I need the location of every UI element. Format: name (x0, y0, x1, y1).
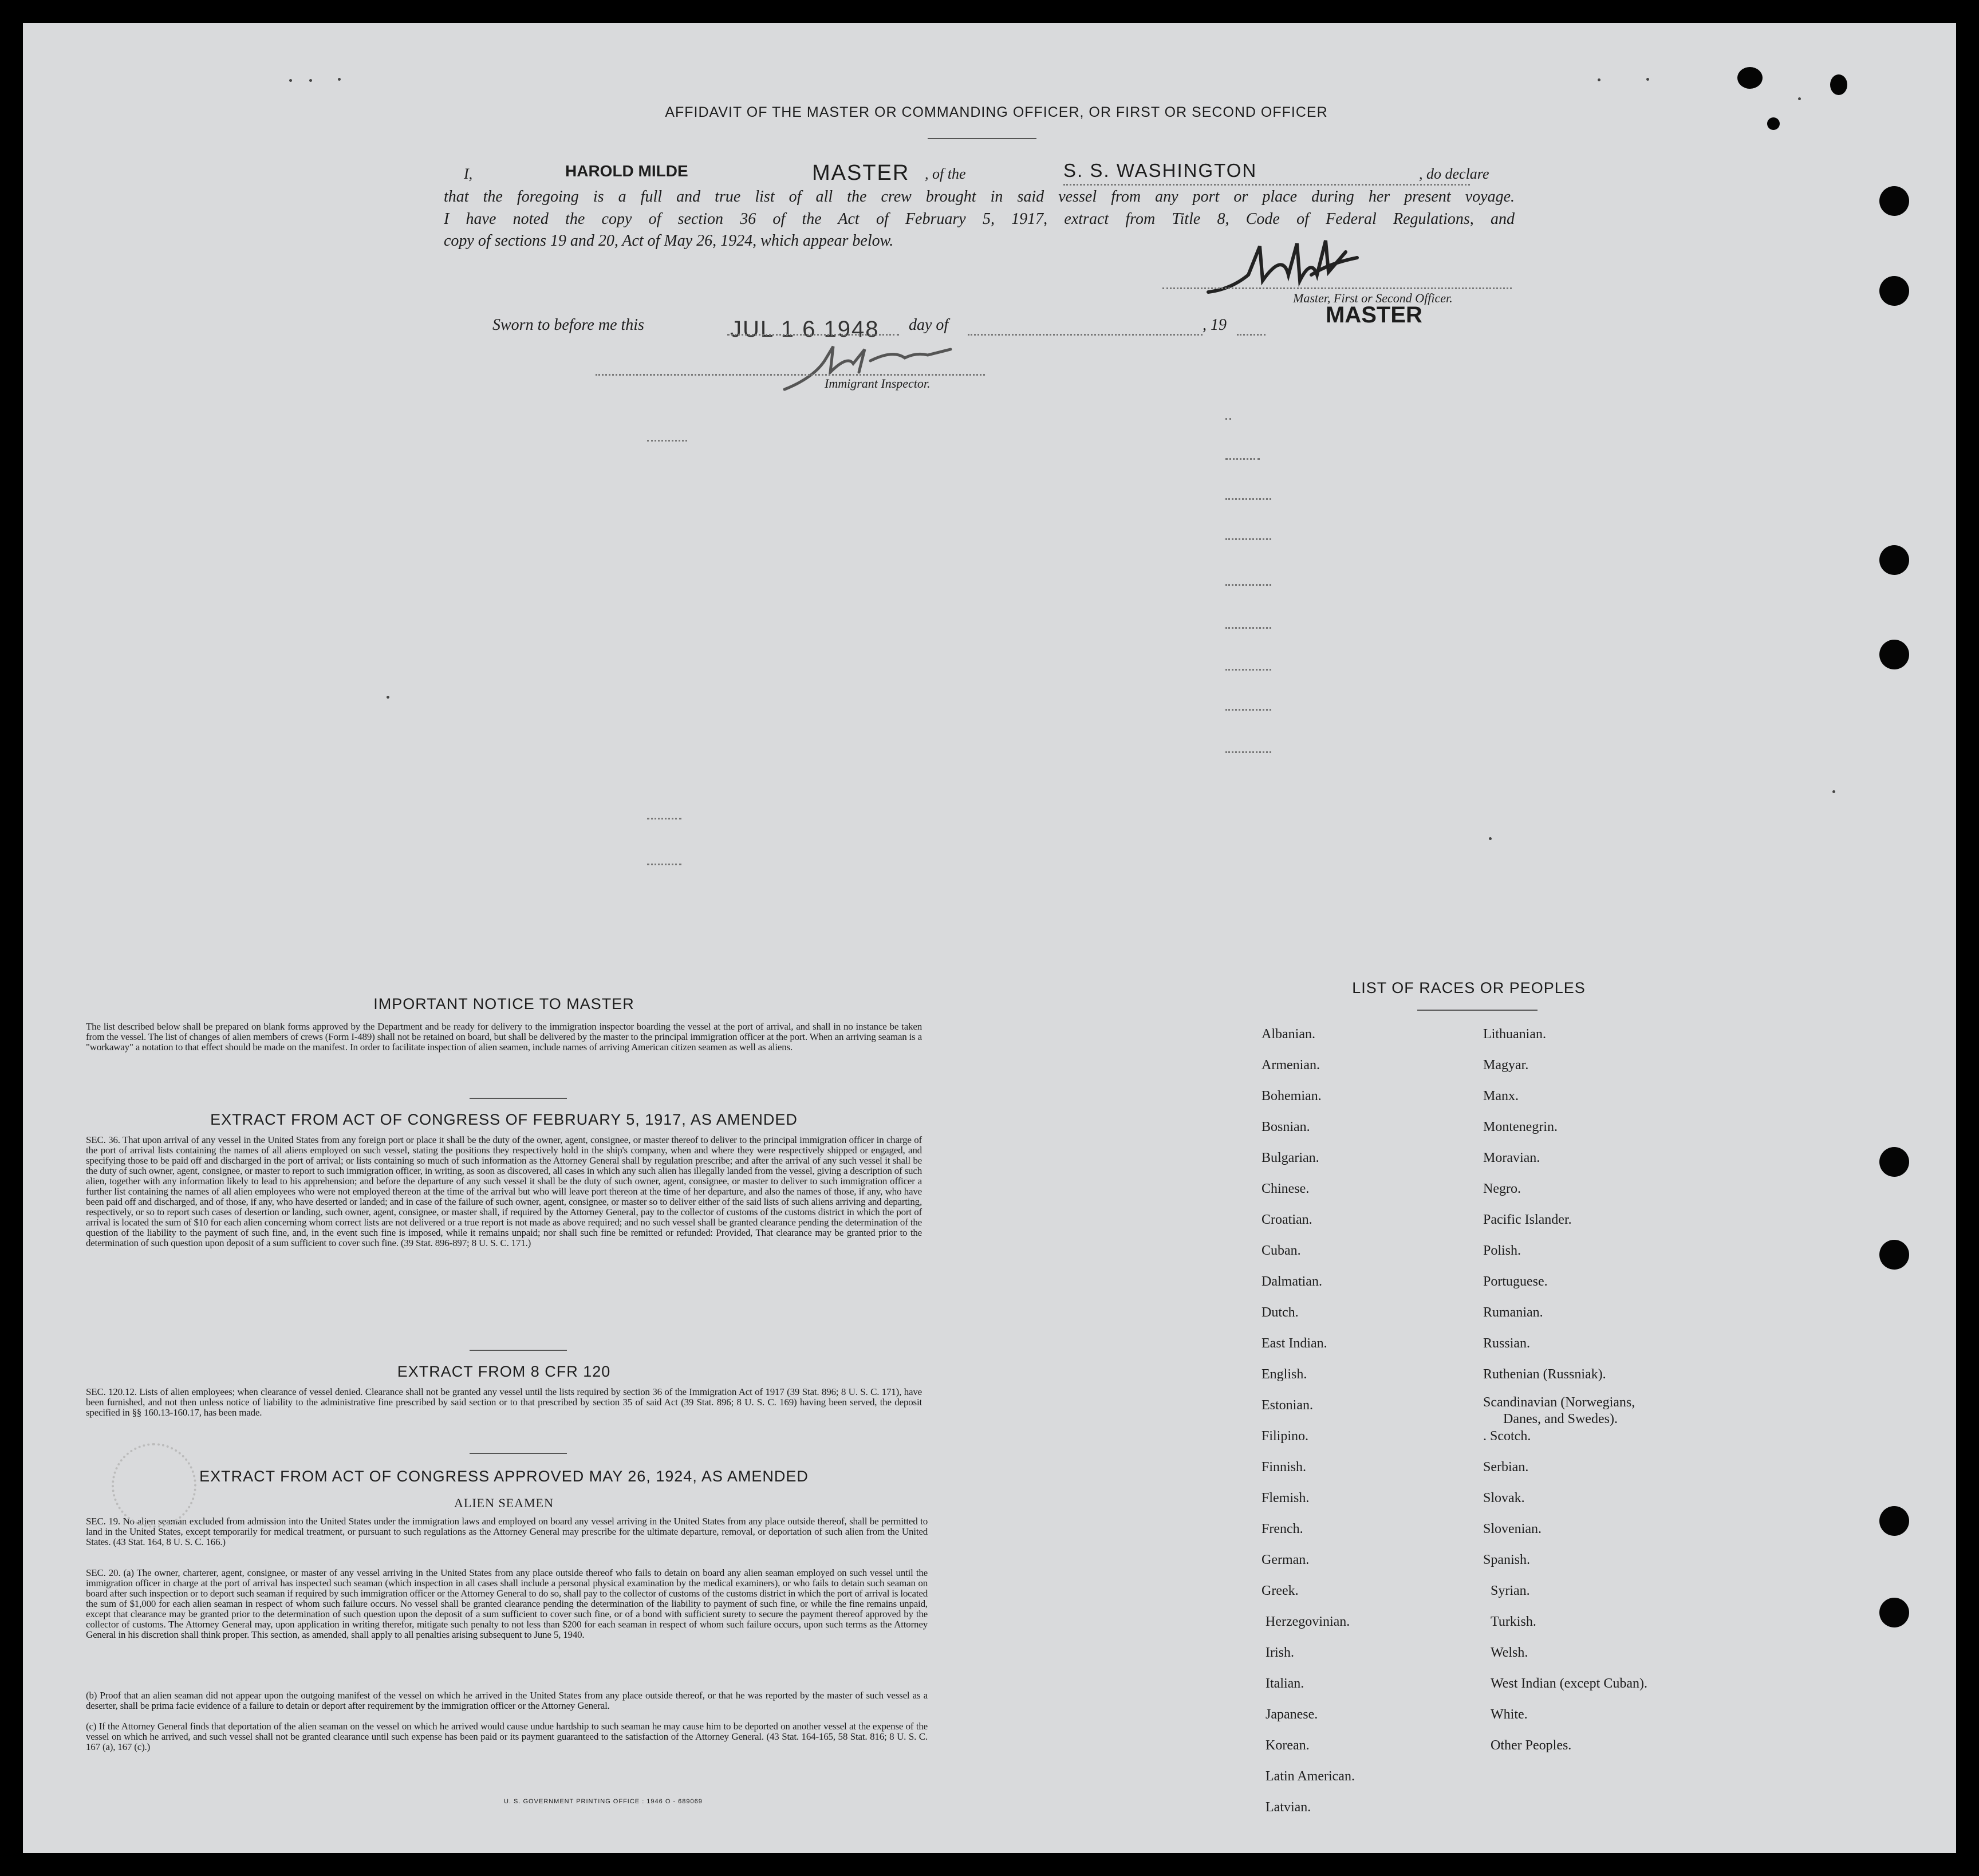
race-item: French. (1261, 1522, 1303, 1536)
section-divider (470, 1453, 567, 1454)
punch-hole (1879, 1506, 1909, 1536)
month-dotted-line (968, 334, 1203, 336)
punch-hole (1879, 1240, 1909, 1270)
race-item: German. (1261, 1552, 1310, 1567)
race-item: Syrian. (1491, 1583, 1530, 1598)
races-underline (1417, 1010, 1538, 1011)
punch-hole (1879, 640, 1909, 669)
race-item: Russian. (1483, 1336, 1531, 1351)
do-declare: , do declare (1419, 165, 1489, 182)
extract-1924-subtitle: ALIEN SEAMEN (454, 1496, 554, 1510)
printer-imprint: U. S. GOVERNMENT PRINTING OFFICE : 1946 O - 689069 (504, 1798, 703, 1805)
extract-1924-sec20c: (c) If the Attorney General finds that deportation of the alien seaman on the vessel on which he arrived would cause undue hardship to such seaman he may cause him to be deported on another vessel at the expense of the vessel on which he arrived, and such vessel shall not be granted clearance until such expense has been paid or its payment guaranteed to the satisfaction of the Attorney General. (43 Stat. 164-165, 58 Stat. 816; 8 U. S. C. 167 (a), 167 (c).) (86, 1721, 928, 1752)
declaration-line-4: copy of sections 19 and 20, Act of May 26, 1924, which appear below. (444, 232, 894, 250)
race-item: Magyar. (1483, 1058, 1529, 1073)
day-of: day of (909, 316, 949, 334)
lead-i: I, (464, 165, 473, 182)
dotted-mark (1225, 584, 1271, 586)
dotted-mark (647, 440, 687, 442)
date-dotted-line (727, 334, 899, 336)
race-item: Herzegovinian. (1266, 1614, 1350, 1629)
race-item: Moravian. (1483, 1150, 1540, 1165)
declaration-line-3: I have noted the copy of section 36 of the Act of February 5, 1917, extract from Title 8, Code of Federal Regulations, and (444, 210, 1515, 228)
race-item: Greek. (1261, 1583, 1299, 1598)
race-item: Serbian. (1483, 1460, 1529, 1475)
vessel-dotted-line (1063, 184, 1470, 186)
year-prefix: , 19 (1203, 316, 1227, 334)
ink-blot (1737, 67, 1763, 89)
race-item: Finnish. (1261, 1460, 1307, 1475)
speck (309, 79, 312, 82)
sworn-text: Sworn to before me this (492, 316, 644, 334)
year-dotted-line (1237, 334, 1266, 336)
race-item: Polish. (1483, 1243, 1521, 1258)
rank: MASTER (812, 161, 910, 185)
extract-1917-title: EXTRACT FROM ACT OF CONGRESS OF FEBRUARY 5, 1917, AS AMENDED (210, 1111, 798, 1128)
race-item: Pacific Islander. (1483, 1212, 1572, 1227)
race-item: Welsh. (1491, 1645, 1528, 1660)
signature-dotted-line (1162, 287, 1512, 289)
speck (338, 78, 341, 81)
speck (1798, 97, 1801, 100)
extract-1924-sec19: SEC. 19. No alien seaman excluded from admission into the United States under the immigration laws and employed on board any vessel arriving in the United States from any place outside thereof, shall be permitted to land in the United States, except temporarily for medical treatment, or pursuant to such regulations as the Attorney General may prescribe for the ultimate departure, removal, or deportation of such alien from the United States. (43 Stat. 164, 8 U. S. C. 166.) (86, 1516, 928, 1547)
race-item: English. (1261, 1367, 1307, 1382)
dotted-mark (647, 864, 681, 865)
race-item: Manx. (1483, 1089, 1519, 1103)
race-item: Portuguese. (1483, 1274, 1548, 1289)
punch-hole (1879, 186, 1909, 216)
dotted-mark (1225, 627, 1271, 629)
race-item: Chinese. (1261, 1181, 1310, 1196)
race-item: Dalmatian. (1261, 1274, 1322, 1289)
extract-1917-body: SEC. 36. That upon arrival of any vessel in the United States from any foreign port or place it shall be the duty of the owner, agent, consignee, or master thereof to deliver to the principal immigration officer in charge of the port of arrival lists containing the names of all aliens employed on such vessel, stating the positions they respectively hold in the ship's company, when and where they were respectively shipped or engaged, and specifying those to be paid off and discharged in the port of arrival; or lists containing so much of such information as the Attorney General shall by regulation prescribe; and after the arrival of any such vessel it shall be the duty of such owner, agent, consignee, or master to report to such immigration officer, in writing, as soon as discovered, all cases in which any such alien has illegally landed from the vessel, giving a description of such alien, together with any information likely to lead to his apprehension; and before the departure of any such vessel it shall be the duty of such owner, agent, consignee, or master to deliver to such immigration officer a further list containing the names of all alien employees who were not employed thereon at the time of the arrival but who will leave port thereon at the time of her departure, and also the names of those, if any, who have been paid off and discharged, and of those, if any, who have deserted or landed; and in case of the failure of such owner, agent, consignee, or master so to deliver either of the said lists of such aliens arriving and departing, respectively, or so to report such cases of desertion or landing, such owner, agent, consignee, or master shall, if required by the Attorney General, pay to the collector of customs of the customs district in which the port of arrival is located the sum of $10 for each alien concerning whom correct lists are not delivered or a true report is not made as above required; and no such vessel shall be granted clearance pending the determination of the question of the liability to the payment of such fine, and, in the event such fine is imposed, while it remains unpaid; nor shall such fine be remitted or refunded: Provided, That clearance may be granted prior to the determination of such question upon deposit of a sum sufficient to cover such fine. (39 Stat. 896-897; 8 U. S. C. 171.) (86, 1134, 922, 1248)
inspector-dotted-line (596, 374, 985, 376)
punch-hole (1879, 545, 1909, 575)
dotted-mark (1225, 418, 1231, 420)
notice-body: The list described below shall be prepared on blank forms approved by the Department and be ready for delivery to the immigration inspector boarding the vessel at the port of arrival, and shall in no instance be taken from the vessel. The list of changes of alien members of crews (Form I-489) shall not be retained on board, but shall be delivered by the master to the principal immigration officer at the port. When an arriving seaman is a "workaway" a notation to that effect should be made on the manifest. In order to facilitate inspection of alien seamen, include names of arriving American citizen seamen as well as aliens. (86, 1021, 922, 1053)
race-item: Spanish. (1483, 1552, 1531, 1567)
inspector-caption: Immigrant Inspector. (825, 376, 931, 391)
race-item: Other Peoples. (1491, 1738, 1572, 1753)
notice-title: IMPORTANT NOTICE TO MASTER (373, 995, 634, 1012)
race-item: Italian. (1266, 1676, 1304, 1691)
race-item: East Indian. (1261, 1336, 1327, 1351)
signature-caption: Master, First or Second Officer. (1293, 291, 1453, 305)
race-item: Bohemian. (1261, 1089, 1322, 1103)
punch-hole (1879, 1598, 1909, 1627)
races-title: LIST OF RACES OR PEOPLES (1352, 979, 1586, 996)
race-item: Korean. (1266, 1738, 1310, 1753)
punch-hole (1879, 1147, 1909, 1177)
race-item: Albanian. (1261, 1027, 1315, 1042)
race-item: Slovak. (1483, 1491, 1525, 1505)
faint-stamp (112, 1443, 196, 1528)
punch-hole (1879, 276, 1909, 306)
dotted-mark (1225, 498, 1271, 500)
dotted-mark (1225, 538, 1271, 540)
ink-blot (1767, 117, 1780, 130)
race-item: Rumanian. (1483, 1305, 1543, 1320)
speck (1489, 837, 1492, 840)
sworn-date-stamp: JUL 1 6 1948 (730, 317, 880, 342)
race-item: Scandinavian (Norwegians, (1483, 1395, 1635, 1410)
section-divider (470, 1098, 567, 1099)
race-item: Estonian. (1261, 1398, 1313, 1413)
of-the: , of the (925, 165, 966, 182)
speck (289, 79, 292, 82)
race-item: Filipino. (1261, 1429, 1309, 1444)
race-item: Montenegrin. (1483, 1120, 1558, 1134)
race-item: Latin American. (1266, 1769, 1355, 1784)
race-item: Turkish. (1491, 1614, 1536, 1629)
speck (387, 696, 389, 699)
race-item: Negro. (1483, 1181, 1521, 1196)
ink-blot (1830, 74, 1847, 95)
speck (1646, 78, 1649, 81)
race-item: Bosnian. (1261, 1120, 1310, 1134)
extract-1924-sec20b: (b) Proof that an alien seaman did not appear upon the outgoing manifest of the vessel on which he arrived in the United States from any place outside thereof, or that he was reported by the master of such vessel as a deserter, shall be prima facie evidence of a failure to detain or deport after requirement by the immigration officer or the Attorney General. (86, 1690, 928, 1711)
race-item: . Scotch. (1483, 1429, 1531, 1444)
title-underline (928, 138, 1036, 139)
race-item: Dutch. (1261, 1305, 1299, 1320)
dotted-mark (1225, 751, 1271, 753)
dotted-mark (1225, 669, 1271, 671)
race-item: West Indian (except Cuban). (1491, 1676, 1647, 1691)
race-item: Croatian. (1261, 1212, 1312, 1227)
speck (1832, 790, 1835, 793)
race-item: Slovenian. (1483, 1522, 1542, 1536)
race-item: Danes, and Swedes). (1503, 1412, 1618, 1426)
vessel-name: S. S. WASHINGTON (1063, 160, 1257, 181)
race-item: Irish. (1266, 1645, 1294, 1660)
master-name: HAROLD MILDE (565, 162, 688, 180)
affidavit-title: AFFIDAVIT OF THE MASTER OR COMMANDING OFFICER, OR FIRST OR SECOND OFFICER (665, 104, 1328, 120)
race-item: Flemish. (1261, 1491, 1310, 1505)
dotted-mark (647, 818, 681, 819)
extract-cfr-title: EXTRACT FROM 8 CFR 120 (397, 1363, 611, 1380)
signature-rank: MASTER (1326, 302, 1422, 328)
race-item: Japanese. (1266, 1707, 1318, 1722)
speck (1598, 78, 1600, 81)
race-item: Bulgarian. (1261, 1150, 1319, 1165)
race-item: White. (1491, 1707, 1528, 1722)
section-divider (470, 1350, 567, 1351)
race-item: Armenian. (1261, 1058, 1320, 1073)
extract-cfr-body: SEC. 120.12. Lists of alien employees; when clearance of vessel denied. Clearance shall not be granted any vessel until the lists required by section 36 of the Immigration Act of 1917 (39 Stat. 896; 8 U. S. C. 171), have been furnished, and not then unless notice of liability to the administrative fine prescribed by said section or to that prescribed by section 35 of said Act (39 Stat. 896; 8 U. S. C. 169) having been served, the deposit specified in §§ 160.13-160.17, has been made. (86, 1386, 922, 1418)
extract-1924-title: EXTRACT FROM ACT OF CONGRESS APPROVED MAY 26, 1924, AS AMENDED (199, 1468, 809, 1485)
dotted-mark (1225, 709, 1271, 711)
race-item: Lithuanian. (1483, 1027, 1546, 1042)
declaration-line-2: that the foregoing is a full and true list of all the crew brought in said vessel from any port or place during her present voyage. (444, 188, 1515, 206)
extract-1924-sec20a: SEC. 20. (a) The owner, charterer, agent, consignee, or master of any vessel arriving in the United States from any place outside thereof who fails to detain on board any alien seaman employed on such vessel until the immigration officer in charge at the port of arrival has inspected such seaman (which inspection in all cases shall include a personal physical examination by the medical examiners), or who fails to detain such seaman on board after such inspection or to deport such seaman if required by such immigration officer or the Attorney General to do so, shall pay to the collector of customs of the customs district in which the port of arrival is located the sum of $1,000 for each alien seaman in respect of whom such failure occurs. No vessel shall be granted clearance pending the determination of the liability to payment of such fine, or while the fine remains unpaid, except that clearance may be granted prior to the determination of such question upon the deposit of a sum sufficient to cover such fine, or of a bond with sufficient surety to secure the payment thereof approved by the collector of customs. The Attorney General may, upon application in writing therefor, mitigate such penalty to not less than $200 for each seaman in respect of whom such failure occurs, upon such terms as the Attorney General in his discretion shall think proper. This section, as amended, shall apply to all penalties arising subsequent to June 5, 1940. (86, 1567, 928, 1640)
race-item: Latvian. (1266, 1800, 1311, 1815)
dotted-mark (1225, 458, 1260, 460)
race-item: Ruthenian (Russniak). (1483, 1367, 1606, 1382)
race-item: Cuban. (1261, 1243, 1301, 1258)
